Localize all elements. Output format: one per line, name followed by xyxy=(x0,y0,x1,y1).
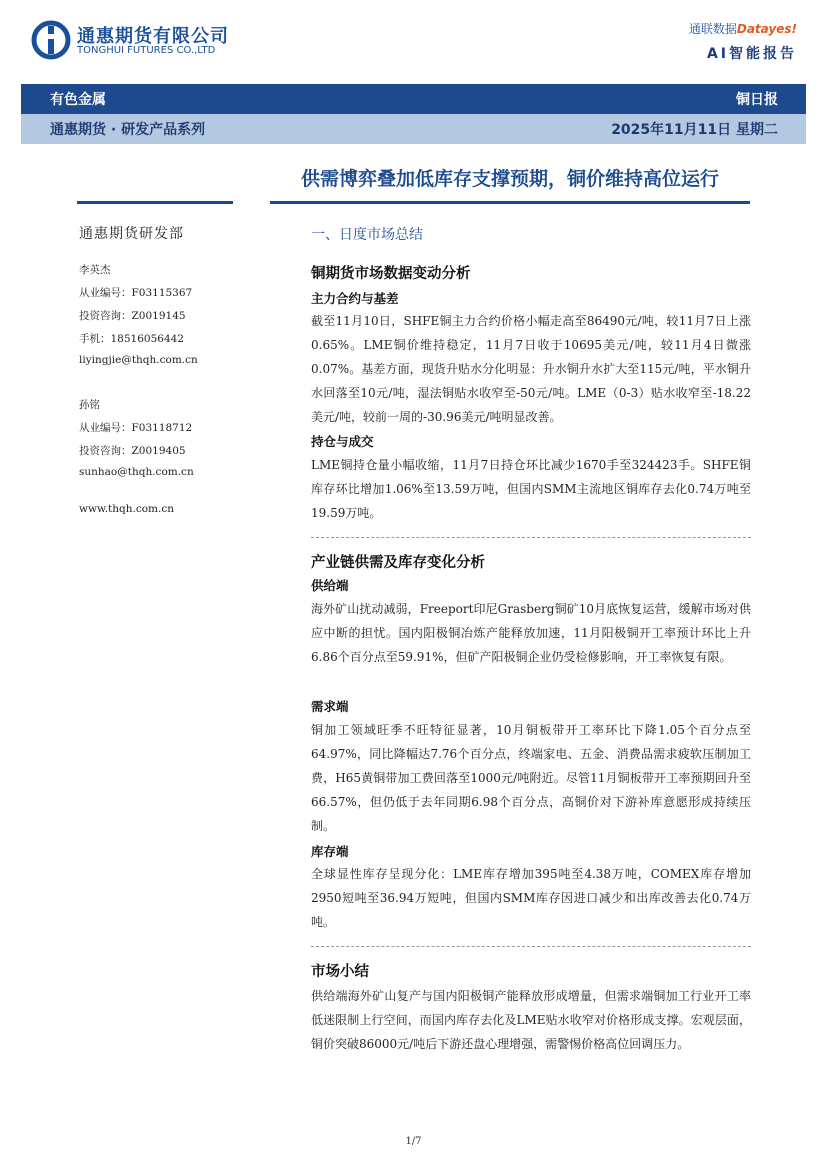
partner-prefix: 通联数据 xyxy=(688,22,737,36)
company-name-cn: 通惠期货有限公司 xyxy=(77,26,229,47)
sub-heading: 供给端 xyxy=(311,578,349,593)
sub-heading: 需求端 xyxy=(311,699,349,714)
section-heading: 一、日度市场总结 xyxy=(311,227,423,243)
analyst-advisory: 投资咨询：Z0019145 xyxy=(79,310,186,322)
company-logo-icon xyxy=(31,20,71,60)
category-bar xyxy=(21,84,806,114)
partner-logo xyxy=(689,20,797,63)
sub-heading: 持仓与成交 xyxy=(311,434,374,449)
analyst-advisory: 投资咨询：Z0019405 xyxy=(79,445,186,457)
analyst-phone: 手机：18516056442 xyxy=(79,333,184,345)
report-date: 2025年11月11日 星期二 xyxy=(611,122,778,138)
paragraph: 全球显性库存呈现分化：LME库存增加395吨至4.38万吨，COMEX库存增加2950短吨至36.94万短吨，但国内SMM库存因进口减少和出库改善去化0.74万吨。 xyxy=(311,867,751,929)
section-divider xyxy=(311,946,751,947)
block-heading: 铜期货市场数据变动分析 xyxy=(311,265,471,282)
title-rule xyxy=(270,201,750,204)
category-label: 有色金属 xyxy=(50,92,106,108)
analyst-email[interactable]: sunhao@thqh.com.cn xyxy=(79,466,194,478)
company-name-en: TONGHUI FUTURES CO.,LTD xyxy=(77,45,216,56)
paragraph: 供给端海外矿山复产与国内阳极铜产能释放形成增量，但需求端铜加工行业开工率低迷限制上行空间，而国内库存去化及LME贴水收窄对价格形成支撑。宏观层面，铜价突破86000元/吨后下游还盘心理增强，需警惕价格高位回调压力。 xyxy=(311,989,751,1051)
analyst-name: 李英杰 xyxy=(79,264,111,276)
company-logo xyxy=(31,20,231,62)
analyst-email[interactable]: liyingjie@thqh.com.cn xyxy=(79,354,198,366)
paragraph: 截至11月10日，SHFE铜主力合约价格小幅走高至86490元/吨，较11月7日上涨0.65%。LME铜价维持稳定，11月7日收于10695美元/吨，较11月4日微涨0.07%。基差方面，现货升贴水分化明显：升水铜升水扩大至115元/吨，平水铜升水回落至10元/吨，湿法铜贴水收窄至-50元/吨。LME（0-3）贴水收窄至-18.22美元/吨，较前一周的-30.96美元/吨明显改善。 xyxy=(311,314,751,424)
paragraph: LME铜持仓量小幅收缩，11月7日持仓环比减少1670手至324423手。SHFE铜库存环比增加1.06%至13.59万吨，但国内SMM主流地区铜库存去化0.74万吨至19.59万吨。 xyxy=(311,458,751,520)
block-heading: 产业链供需及库存变化分析 xyxy=(311,554,485,571)
website-link[interactable]: www.thqh.com.cn xyxy=(79,503,174,515)
sub-heading: 库存端 xyxy=(311,844,349,859)
analyst-name: 孙铭 xyxy=(79,399,100,411)
analyst-license: 从业编号：F03118712 xyxy=(79,422,193,434)
paragraph: 铜加工领域旺季不旺特征显著，10月铜板带开工率环比下降1.05个百分点至64.97%，同比降幅达7.76个百分点，终端家电、五金、消费品需求疲软压制加工费，H65黄铜带加工费回落至1000元/吨附近。尽管11月铜板带开工率预期回升至66.57%，但仍低于去年同期6.98个百分点，高铜价对下游补库意愿形成持续压制。 xyxy=(311,723,751,833)
report-title: 供需博弈叠加低库存支撑预期，铜价维持高位运行 xyxy=(300,168,719,190)
page-number: 1/7 xyxy=(405,1136,422,1147)
report-type-label: 铜日报 xyxy=(736,92,778,108)
analyst-license: 从业编号：F03115367 xyxy=(79,287,193,299)
series-label: 通惠期货 · 研发产品系列 xyxy=(50,122,206,138)
sub-heading: 主力合约与基差 xyxy=(311,291,399,306)
partner-brand: Datayes! xyxy=(736,22,797,36)
research-dept: 通惠期货研发部 xyxy=(79,226,184,242)
paragraph: 海外矿山扰动减弱，Freeport印尼Grasberg铜矿10月底恢复运营，缓解市场对供应中断的担忧。国内阳极铜冶炼产能释放加速，11月阳极铜开工率预计环比上升6.86个百分点至59.91%，但矿产阳极铜企业仍受检修影响，开工率恢复有限。 xyxy=(311,602,751,664)
partner-sub: AI智能报告 xyxy=(706,46,797,62)
sidebar-rule xyxy=(77,201,233,204)
series-bar xyxy=(21,114,806,144)
section-divider xyxy=(311,537,751,538)
block-heading: 市场小结 xyxy=(311,963,369,980)
